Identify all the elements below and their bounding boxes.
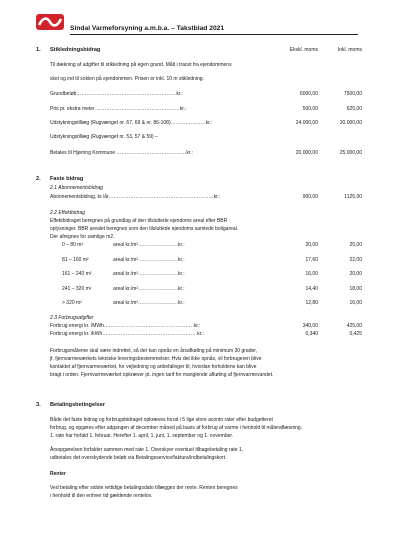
effekt-text-line-1: Effektbidraget beregnes på grundlag af den tilsluttede ejendoms areal efter BBR [50, 218, 228, 224]
effekt-tier-label: areal kr./m²……………………kr.: [113, 286, 185, 292]
effekt-tier-range: 161 – 240 m² [62, 271, 92, 277]
effekt-tier-ex: 16,00 [305, 271, 318, 277]
effekt-tier-range: 241 – 320 m² [62, 286, 92, 292]
effekt-tier-inc: 16,00 [349, 300, 362, 306]
forbrug-note-line-1: Forbrugsmålerne skal være indrettet, så der kan opnås en årsafkøling på minimum 30 grader, [50, 348, 258, 354]
effekt-tier-range: 0 – 80 m² [62, 242, 84, 248]
effekt-tier-label: areal kr./m²……………………kr.: [113, 242, 185, 248]
section-2-title: Faste bidrag [50, 176, 84, 182]
betaling-text-line-3: 1. rate har forfald 1. februar. Herefter 1. april, 1. juni, 1. september og 1. november. [50, 433, 234, 439]
effekt-tier-inc: 25,00 [349, 242, 362, 248]
subsection-abonnementsbidrag: 2.1 Abonnementsbidrag [50, 185, 103, 191]
betaling-text-line-2: forbrug, og opgøres efter udgangen af december måned på basis af forbrug af varme i henhold til måleraflæsning. [50, 425, 303, 431]
stikledning-row-inc: 625,00 [346, 106, 362, 112]
effekt-tier-label: areal kr./m²……………………kr.: [113, 257, 185, 263]
section-3-number: 3. [36, 402, 41, 408]
stikledning-row-ex: 24.000,00 [295, 120, 318, 126]
section-1-intro-line-2: skel og ind til soklen på ejendommen. Prisen er inkl. 10 m stikledning. [50, 76, 204, 82]
forbrug-note-line-4: bragt i orden. Fjernvarmeværket opkræver pt. ingen tarif for manglende afkøling af fjernvarmevandet. [50, 372, 274, 378]
effekt-tier-range: > 320 m² [62, 300, 82, 306]
stikledning-row-label: Grundbeløb……………………………………………………kr.: [50, 91, 184, 97]
forbrug-row-inc: 425,00 [346, 323, 362, 329]
abonnement-row-ex: 900,00 [302, 194, 318, 200]
section-1-intro-line-1: Til dækning af udgifter til stikledning på egen grund. Målt i tracet fra ejendommens [50, 62, 232, 68]
stikledning-row-inc: 7500,00 [343, 91, 362, 97]
stikledning-row-ex: 6000,00 [299, 91, 318, 97]
abonnement-row-inc: 1125,00 [344, 194, 362, 200]
effekt-tier-ex: 12,80 [305, 300, 318, 306]
renter-text-line-1: Ved betaling efter sidste rettidige betalingsdato tillægges der rente. Renten beregnes [50, 485, 238, 491]
subsection-effektbidrag: 2.2 Effektbidrag [50, 210, 86, 216]
effekt-text-line-2: oplysninger. BBR arealet beregnes som den tilsluttede ejendoms samlede boligareal. [50, 226, 239, 232]
effekt-tier-ex: 14,40 [305, 286, 318, 292]
stikledning-row-ex: 20.000,00 [295, 150, 318, 156]
aarsopgoerelse-text-line-1: Årsopgørelsen forfalder sammen med rate 1. Overskyer eventuel tilbagebetaling rate 1, [50, 447, 244, 453]
forbrug-note-line-3: kontaktet af fjernvarmeværket, for vejledning og anbefalinger til, hvordan forholdene kan blive [50, 364, 257, 370]
effekt-tier-inc: 22,00 [349, 257, 362, 263]
column-header-ex-moms: Ekskl. moms [289, 47, 318, 53]
forbrug-note-line-2: jf. fjernvarmeværkets tekniske leveringsbestemmelser. Hvis det ikke opnås, vil forbrugeren blive [50, 356, 262, 362]
page-title: Sindal Varmeforsyning a.m.b.a. – Takstblad 2021 [70, 25, 225, 32]
forbrug-row-label: Forbrug energi kr. /kWh…………………………………………………kr.: [50, 331, 204, 337]
company-logo [36, 12, 64, 32]
abonnement-row-label: Abonnementsbidrag, kr./år………………………………………………………kr.: [50, 194, 221, 200]
header-rule [70, 34, 358, 35]
effekt-tier-inc: 20,00 [349, 271, 362, 277]
subsection-forbrugsafgifter: 2.3 Forbrugsafgifter [50, 315, 94, 321]
effekt-tier-ex: 17,60 [305, 257, 318, 263]
aarsopgoerelse-text-line-2: udbetales det overskydende beløb via Betalingsservice/faktura/indbetalingskort. [50, 455, 227, 461]
stikledning-row-label: Udstykningstillæg (Rugvænget nr. 53, 57 & 59) – [50, 134, 158, 140]
effekt-tier-inc: 18,00 [349, 286, 362, 292]
stikledning-row-ex: 500,00 [302, 106, 318, 112]
forbrug-row-label: Forbrug energi kr. /MWh………………………………………………kr.: [50, 323, 201, 329]
effekt-tier-label: areal kr./m²……………………kr.: [113, 271, 185, 277]
forbrug-row-ex: 340,00 [302, 323, 318, 329]
stikledning-row-inc: 25.000,00 [339, 150, 362, 156]
stikledning-row-label: Betales til Hjørring Kommune ……………………………………kr.: [50, 150, 194, 156]
stikledning-row-label: Udstykningstillæg (Rugvænget nr. 67, 69 & nr. 86-108)…………………kr.: [50, 120, 213, 126]
effekt-tier-range: 81 – 160 m² [62, 257, 89, 263]
column-header-inkl-moms: Inkl. moms [337, 47, 362, 53]
effekt-text-line-3: Der afregnes for samlige m2. [50, 234, 115, 240]
forbrug-row-inc: 0,425 [349, 331, 362, 337]
effekt-tier-ex: 20,00 [305, 242, 318, 248]
section-3-title: Betalingsbetingelser [50, 402, 106, 408]
effekt-tier-label: areal kr./m²……………………kr.: [113, 300, 185, 306]
betaling-text-line-1: Både det faste bidrag og forbrugsbidraget opkræves forud i 5 lige store aconto rater efter budgetteret [50, 417, 273, 423]
section-1-title: Stikledningsbidrag [50, 47, 101, 53]
section-2-number: 2. [36, 176, 41, 182]
renter-heading: Renter [50, 471, 66, 477]
forbrug-row-ex: 0,340 [305, 331, 318, 337]
stikledning-row-inc: 30.000,00 [339, 120, 362, 126]
stikledning-row-label: Pris pr. ekstra meter……………………………………………kr.: [50, 106, 187, 112]
section-1-number: 1. [36, 47, 41, 53]
renter-text-line-2: i henhold til den enhver tid gældende rentelov. [50, 493, 153, 499]
